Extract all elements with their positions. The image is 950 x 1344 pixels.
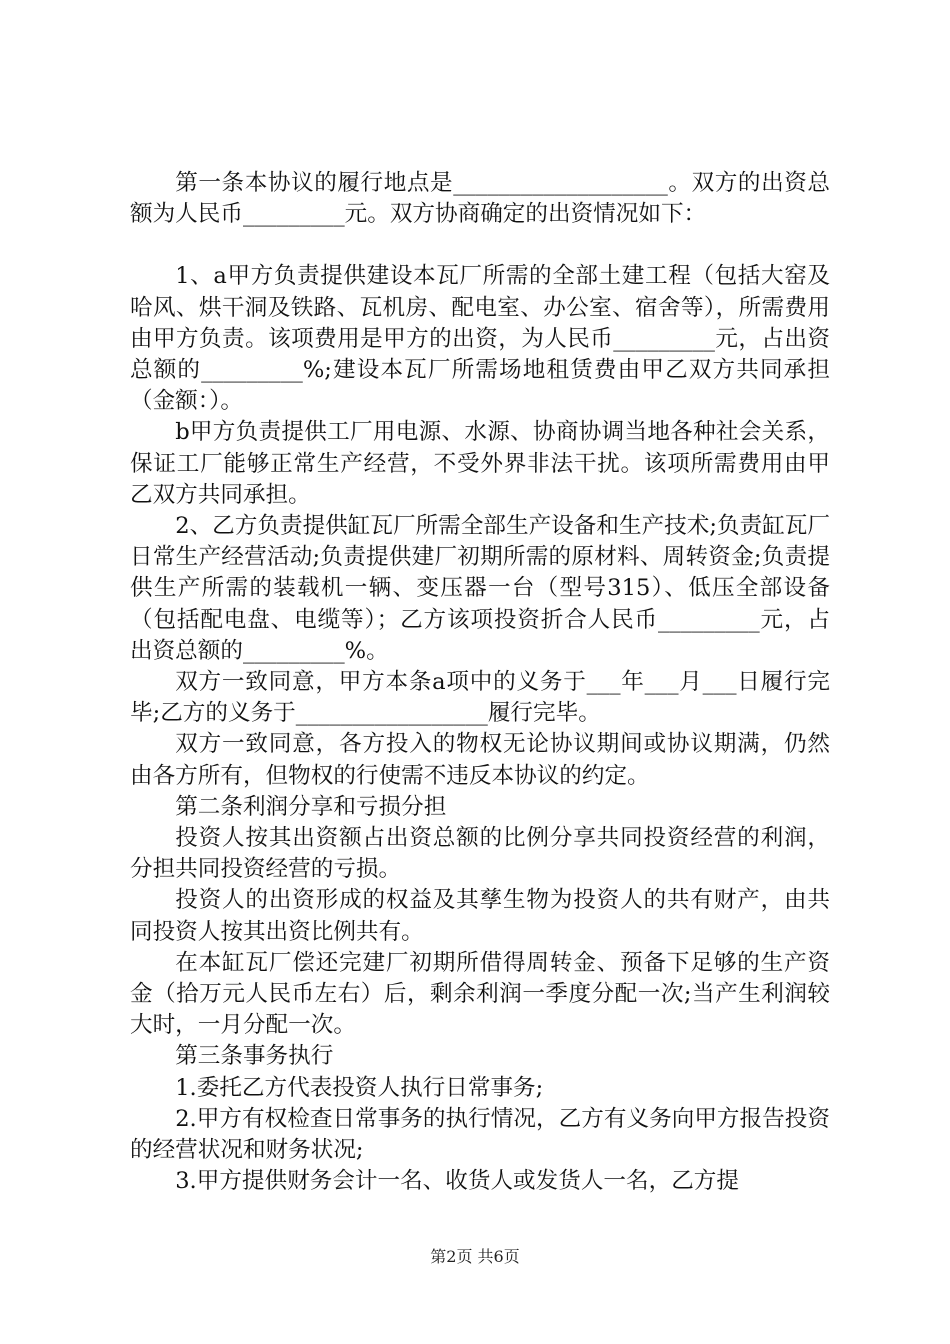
paragraph-article-1-intro: 第一条本协议的履行地点是___________________。双方的出资总额为人民币_________元。双方协商确定的出资情况如下： bbox=[130, 170, 830, 228]
paragraph-property-rights: 双方一致同意，各方投入的物权无论协议期间或协议期满，仍然由各方所有，但物权的行使需不违反本协议的约定。 bbox=[130, 731, 830, 789]
paragraph-profit-share: 投资人按其出资额占出资总额的比例分享共同投资经营的利润，分担共同投资经营的亏损。 bbox=[130, 825, 830, 883]
paragraph-item-1b: b甲方负责提供工厂用电源、水源、协商协调当地各种社会关系，保证工厂能够正常生产经营，不受外界非法干扰。该项所需费用由甲乙双方共同承担。 bbox=[130, 419, 830, 508]
paragraph-deadline: 双方一致同意，甲方本条a项中的义务于___年___月___日履行完毕;乙方的义务于_________________履行完毕。 bbox=[130, 669, 830, 727]
document-body bbox=[130, 168, 830, 1198]
paragraph-item-1a: 1、a甲方负责提供建设本瓦厂所需的全部土建工程（包括大窑及哈风、烘干洞及铁路、瓦机房、配电室、办公室、宿舍等），所需费用由甲方负责。该项费用是甲方的出资，为人民币_________元，占出资总额的_________%;建设本瓦厂所需场地租赁费由甲乙双方共同承担（金额：）。 bbox=[130, 263, 830, 415]
paragraph-spacer bbox=[130, 230, 830, 261]
paragraph-item-2: 2、乙方负责提供缸瓦厂所需全部生产设备和生产技术;负责缸瓦厂日常生产经营活动;负责提供建厂初期所需的原材料、周转资金;负责提供生产所需的装载机一辆、变压器一台（型号315）、低压全部设备（包括配电盘、电缆等）；乙方该项投资折合人民币_________元，占出资总额的_________%。 bbox=[130, 513, 830, 664]
paragraph-execution-2: 2.甲方有权检查日常事务的执行情况，乙方有义务向甲方报告投资的经营状况和财务状况; bbox=[130, 1105, 830, 1164]
paragraph-profit-distribution: 在本缸瓦厂偿还完建厂初期所借得周转金、预备下足够的生产资金（拾万元人民币左右）后，剩余利润一季度分配一次;当产生利润较大时，一月分配一次。 bbox=[130, 949, 830, 1039]
paragraph-execution-1: 1.委托乙方代表投资人执行日常事务; bbox=[175, 1074, 544, 1101]
paragraph-common-property: 投资人的出资形成的权益及其孳生物为投资人的共有财产，由共同投资人按其出资比例共有。 bbox=[130, 887, 830, 945]
page-number-footer: 第2页 共6页 bbox=[430, 1247, 520, 1266]
heading-article-2: 第二条利润分享和亏损分担 bbox=[175, 793, 447, 820]
paragraph-execution-3: 3.甲方提供财务会计一名、收货人或发货人一名，乙方提 bbox=[175, 1168, 739, 1195]
heading-article-3: 第三条事务执行 bbox=[175, 1043, 334, 1070]
